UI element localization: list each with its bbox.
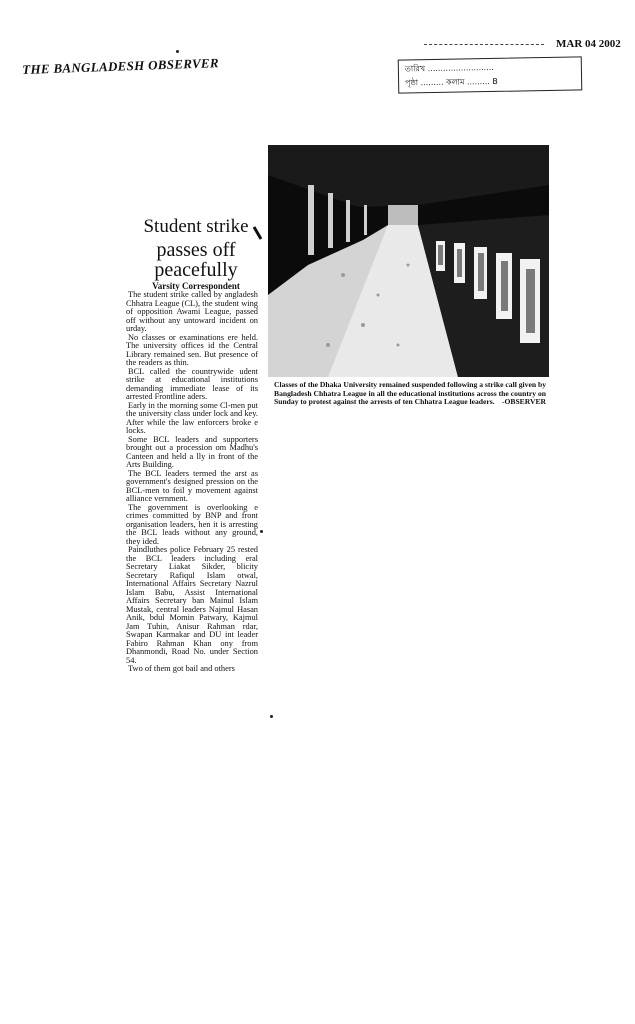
date-stamp: MAR 04 2002 — [556, 38, 621, 50]
headline: passes off peacefully — [154, 239, 238, 281]
scan-speck — [176, 50, 179, 53]
scan-speck — [270, 715, 273, 718]
byline: Varsity Correspondent — [152, 281, 240, 291]
headline-cut-text: Student strike — [143, 216, 249, 237]
article-paragraph: BCL called the countrywide udent strike at educational institutions demanding immediate lease of its arrested Frontline aders. — [126, 366, 258, 401]
article-paragraph: Paindluthes police February 25 rested the BCL leaders including eral Secretary Liakat Sikder, blicity Secretary Rafiqul Islam otwal, International Affairs Secretary Nazrul Islam Babu, Assist International Affairs Secretary ban Mainul Islam Mustak, central leaders Najmul Hasan Anik, bdul Momin Patwary, Kajmul Jam Tuhin, Anisur Rahman rdar, Swapan Karmakar and DU int leader Fabiro Rahman Khan ony from Dhanmondi, Road No. under Section 54. — [126, 545, 258, 665]
article-paragraph: The BCL leaders termed the arst as government's designed pression on the BCL-men to foil y movement against alliance vernment. — [126, 468, 258, 503]
photo-credit: -OBSERVER — [501, 397, 546, 407]
archive-stamp — [398, 56, 583, 93]
scan-speck — [260, 530, 263, 533]
article-paragraph: Some BCL leaders and supporters brought out a procession om Madhu's Canteen and held a lly in front of the Arts Building. — [126, 434, 258, 469]
article-paragraph: The government is overlooking e crimes committed by BNP and front organisation leaders, hen it is arresting the BCL leads without any ground, they ided. — [126, 502, 258, 546]
corridor-photo — [268, 145, 549, 377]
stamp-rule — [424, 44, 544, 45]
caption-text: Classes of the Dhaka University remained suspended following a strike call given by Bangladesh Chhatra League in all the educational institutions across the country on Sunday to protest against the arrests of ten Chhatra League leaders. — [274, 380, 546, 407]
article-paragraph: The student strike called by angladesh Chhatra League (CL), the student wing of opposition Awami League, passed off without any untoward incident on urday. — [126, 290, 258, 333]
stamp-line-date: তারিখ .......................... — [404, 62, 494, 74]
article-paragraph: Two of them got bail and others — [128, 664, 235, 673]
article-paragraph: No classes or examinations ere held. The university offices id the Central Library remained sen. But presence of the readers as thin. — [126, 332, 258, 367]
newspaper-masthead: THE BANGLADESH OBSERVER — [22, 55, 220, 77]
article-paragraph: Early in the morning some Cl-men put the university class under lock and key. After while the law enforcers broke e locks. — [126, 400, 258, 435]
photo-caption — [274, 381, 546, 407]
article-body — [126, 291, 258, 791]
stamp-line-page: পৃষ্ঠা ......... কলাম ......... B — [405, 76, 498, 88]
